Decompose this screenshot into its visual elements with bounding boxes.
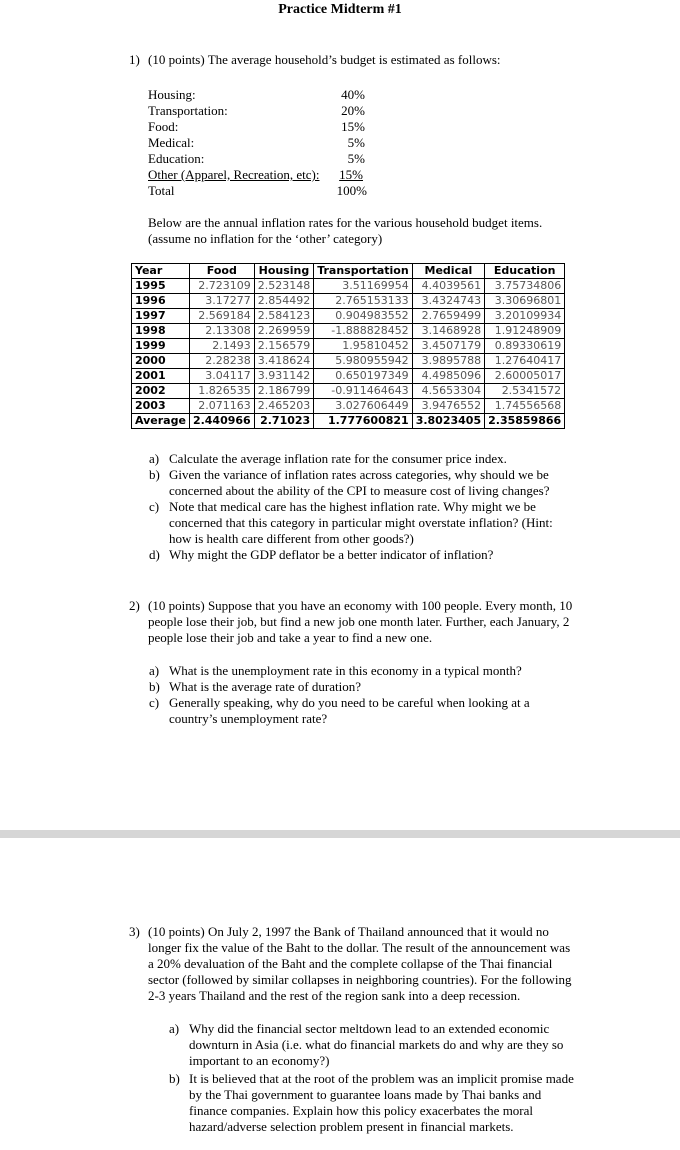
budget-label: Transportation: bbox=[148, 103, 228, 118]
budget-value: 15% bbox=[341, 119, 365, 134]
year-cell: 1997 bbox=[132, 309, 190, 324]
part-line: by the Thai government to guarantee loans made by Thai banks and bbox=[189, 1087, 542, 1102]
part-line: concerned about the ability of the CPI to measure cost of living changes? bbox=[169, 483, 550, 498]
part-line: Note that medical care has the highest inflation rate. Why might we be bbox=[169, 499, 536, 514]
part-line: downturn in Asia (i.e. what do financial markets do and why are they so bbox=[189, 1037, 564, 1052]
column-header: Housing bbox=[254, 264, 314, 279]
table-cell: 1.777600821 bbox=[314, 414, 412, 429]
budget-value: 15% bbox=[339, 167, 363, 182]
part-line: country’s unemployment rate? bbox=[169, 711, 328, 726]
table-cell: 3.9476552 bbox=[412, 399, 484, 414]
table-cell: 2.854492 bbox=[254, 294, 314, 309]
table-cell: 2.186799 bbox=[254, 384, 314, 399]
table-cell: 3.30696801 bbox=[485, 294, 565, 309]
table-cell: 3.9895788 bbox=[412, 354, 484, 369]
year-cell: 2001 bbox=[132, 369, 190, 384]
question-2-parts bbox=[149, 663, 619, 727]
question-3-parts bbox=[169, 1021, 629, 1135]
table-row bbox=[132, 279, 565, 294]
table-cell: 2.35859866 bbox=[485, 414, 565, 429]
budget-label: Other (Apparel, Recreation, etc): bbox=[148, 167, 320, 182]
page-2 bbox=[0, 838, 680, 1150]
table-cell: 2.71023 bbox=[254, 414, 314, 429]
part-marker: a) bbox=[149, 451, 160, 466]
budget-value: 5% bbox=[347, 151, 365, 166]
budget-row bbox=[148, 167, 373, 183]
table-cell: 2.723109 bbox=[189, 279, 254, 294]
table-cell: 3.027606449 bbox=[314, 399, 412, 414]
table-cell: 3.20109934 bbox=[485, 309, 565, 324]
table-cell: 3.1468928 bbox=[412, 324, 484, 339]
year-cell: 2000 bbox=[132, 354, 190, 369]
question-text bbox=[148, 924, 648, 1004]
table-cell: 2.523148 bbox=[254, 279, 314, 294]
table-cell: 3.4507179 bbox=[412, 339, 484, 354]
question-number: 1) bbox=[129, 52, 140, 67]
paragraph-line: (assume no inflation for the ‘other’ category) bbox=[148, 231, 383, 246]
table-cell: 2.584123 bbox=[254, 309, 314, 324]
list-item bbox=[149, 467, 619, 499]
table-cell: 3.931142 bbox=[254, 369, 314, 384]
table-row bbox=[132, 384, 565, 399]
part-marker: b) bbox=[169, 1071, 180, 1086]
paragraph-line: Below are the annual inflation rates for the various household budget items. bbox=[148, 215, 543, 230]
list-item bbox=[149, 695, 619, 727]
question-text bbox=[148, 598, 648, 646]
question-line: a 20% devaluation of the Baht and the complete collapse of the Thai financial bbox=[148, 956, 553, 971]
question-line: people lose their job, but find a new job one month later. Further, each January, 2 bbox=[148, 614, 570, 629]
page-separator bbox=[0, 830, 680, 838]
document-title: Practice Midterm #1 bbox=[278, 2, 402, 17]
part-line: how is health care different from other goods?) bbox=[169, 531, 414, 546]
list-item bbox=[149, 679, 619, 695]
budget-row bbox=[148, 183, 373, 199]
budget-list bbox=[148, 87, 373, 199]
question-line: sector (followed by similar collapses in neighboring countries). For the following bbox=[148, 972, 572, 987]
budget-label: Medical: bbox=[148, 135, 195, 150]
part-line: Given the variance of inflation rates across categories, why should we be bbox=[169, 467, 549, 482]
average-row bbox=[132, 414, 565, 429]
list-item bbox=[149, 663, 619, 679]
year-cell: 1995 bbox=[132, 279, 190, 294]
table-cell: 3.418624 bbox=[254, 354, 314, 369]
table-cell: -1.888828452 bbox=[314, 324, 412, 339]
part-line: It is believed that at the root of the problem was an implicit promise made bbox=[189, 1071, 574, 1086]
table-cell: 3.51169954 bbox=[314, 279, 412, 294]
table-cell: 1.95810452 bbox=[314, 339, 412, 354]
part-line: Why might the GDP deflator be a better indicator of inflation? bbox=[169, 547, 494, 562]
inflation-intro bbox=[148, 215, 618, 247]
part-marker: a) bbox=[149, 663, 160, 678]
list-item bbox=[149, 451, 619, 467]
list-item bbox=[149, 499, 619, 547]
part-line: Why did the financial sector meltdown lead to an extended economic bbox=[189, 1021, 550, 1036]
part-marker: c) bbox=[149, 499, 160, 514]
table-cell: 0.89330619 bbox=[485, 339, 565, 354]
table-cell: 3.4324743 bbox=[412, 294, 484, 309]
table-row bbox=[132, 399, 565, 414]
table-cell: 1.27640417 bbox=[485, 354, 565, 369]
column-header: Food bbox=[189, 264, 254, 279]
year-cell: 2002 bbox=[132, 384, 190, 399]
table-cell: 1.91248909 bbox=[485, 324, 565, 339]
table-cell: -0.911464643 bbox=[314, 384, 412, 399]
table-cell: 0.904983552 bbox=[314, 309, 412, 324]
table-row bbox=[132, 309, 565, 324]
table-row bbox=[132, 369, 565, 384]
table-cell: 3.75734806 bbox=[485, 279, 565, 294]
table-cell: 2.1493 bbox=[189, 339, 254, 354]
part-line: finance companies. Explain how this policy exacerbates the moral bbox=[189, 1103, 534, 1118]
question-line: 2-3 years Thailand and the rest of the region sank into a deep recession. bbox=[148, 988, 521, 1003]
list-item bbox=[149, 547, 619, 563]
budget-row bbox=[148, 119, 373, 135]
question-line: (10 points) Suppose that you have an economy with 100 people. Every month, 10 bbox=[148, 598, 573, 613]
table-cell: 2.269959 bbox=[254, 324, 314, 339]
question-text: (10 points) The average household’s budget is estimated as follows: bbox=[148, 52, 501, 67]
question-number: 3) bbox=[129, 924, 140, 939]
part-marker: b) bbox=[149, 467, 160, 482]
budget-value: 100% bbox=[336, 183, 367, 198]
table-cell: 2.28238 bbox=[189, 354, 254, 369]
part-marker: d) bbox=[149, 547, 160, 562]
table-cell: 2.569184 bbox=[189, 309, 254, 324]
budget-row bbox=[148, 135, 373, 151]
table-header-row bbox=[132, 264, 565, 279]
table-cell: 3.17277 bbox=[189, 294, 254, 309]
inflation-table bbox=[131, 263, 565, 429]
question-line: (10 points) On July 2, 1997 the Bank of Thailand announced that it would no bbox=[148, 924, 549, 939]
table-cell: 4.5653304 bbox=[412, 384, 484, 399]
table-row bbox=[132, 354, 565, 369]
table-cell: 2.7659499 bbox=[412, 309, 484, 324]
budget-row bbox=[148, 103, 373, 119]
table-cell: 2.5341572 bbox=[485, 384, 565, 399]
year-cell: 1998 bbox=[132, 324, 190, 339]
budget-value: 5% bbox=[347, 135, 365, 150]
budget-label: Total bbox=[148, 183, 175, 198]
table-row bbox=[132, 339, 565, 354]
part-line: important to an economy?) bbox=[189, 1053, 330, 1068]
column-header: Medical bbox=[412, 264, 484, 279]
table-cell: 2.156579 bbox=[254, 339, 314, 354]
table-row bbox=[132, 294, 565, 309]
table-cell: 0.650197349 bbox=[314, 369, 412, 384]
average-label: Average bbox=[132, 414, 190, 429]
year-cell: 1996 bbox=[132, 294, 190, 309]
question-line: longer fix the value of the Baht to the dollar. The result of the announcement was bbox=[148, 940, 571, 955]
part-marker: b) bbox=[149, 679, 160, 694]
table-cell: 4.4985096 bbox=[412, 369, 484, 384]
budget-label: Education: bbox=[148, 151, 205, 166]
question-1-parts bbox=[149, 451, 619, 563]
part-line: hazard/adverse selection problem present in financial markets. bbox=[189, 1119, 514, 1134]
table-row bbox=[132, 324, 565, 339]
budget-label: Food: bbox=[148, 119, 179, 134]
column-header: Education bbox=[485, 264, 565, 279]
budget-label: Housing: bbox=[148, 87, 196, 102]
year-cell: 1999 bbox=[132, 339, 190, 354]
column-header: Transportation bbox=[314, 264, 412, 279]
table-cell: 3.04117 bbox=[189, 369, 254, 384]
year-cell: 2003 bbox=[132, 399, 190, 414]
part-line: Generally speaking, why do you need to be careful when looking at a bbox=[169, 695, 530, 710]
part-marker: a) bbox=[169, 1021, 180, 1036]
table-cell: 2.765153133 bbox=[314, 294, 412, 309]
table-cell: 4.4039561 bbox=[412, 279, 484, 294]
table-cell: 3.8023405 bbox=[412, 414, 484, 429]
budget-row bbox=[148, 151, 373, 167]
question-number: 2) bbox=[129, 598, 140, 613]
table-cell: 1.826535 bbox=[189, 384, 254, 399]
table-cell: 2.440966 bbox=[189, 414, 254, 429]
table-cell: 1.74556568 bbox=[485, 399, 565, 414]
part-line: What is the average rate of duration? bbox=[169, 679, 362, 694]
table-cell: 2.60005017 bbox=[485, 369, 565, 384]
column-header: Year bbox=[132, 264, 190, 279]
budget-row bbox=[148, 87, 373, 103]
part-line: concerned that this category in particular might overstate inflation? (Hint: bbox=[169, 515, 553, 530]
question-line: people lose their job and take a year to find a new one. bbox=[148, 630, 433, 645]
part-line: Calculate the average inflation rate for the consumer price index. bbox=[169, 451, 507, 466]
table-cell: 2.071163 bbox=[189, 399, 254, 414]
table-cell: 2.13308 bbox=[189, 324, 254, 339]
budget-value: 20% bbox=[341, 103, 365, 118]
list-item bbox=[169, 1071, 629, 1135]
part-line: What is the unemployment rate in this economy in a typical month? bbox=[169, 663, 522, 678]
part-marker: c) bbox=[149, 695, 160, 710]
list-item bbox=[169, 1021, 629, 1069]
table-cell: 2.465203 bbox=[254, 399, 314, 414]
table-cell: 5.980955942 bbox=[314, 354, 412, 369]
budget-value: 40% bbox=[341, 87, 365, 102]
